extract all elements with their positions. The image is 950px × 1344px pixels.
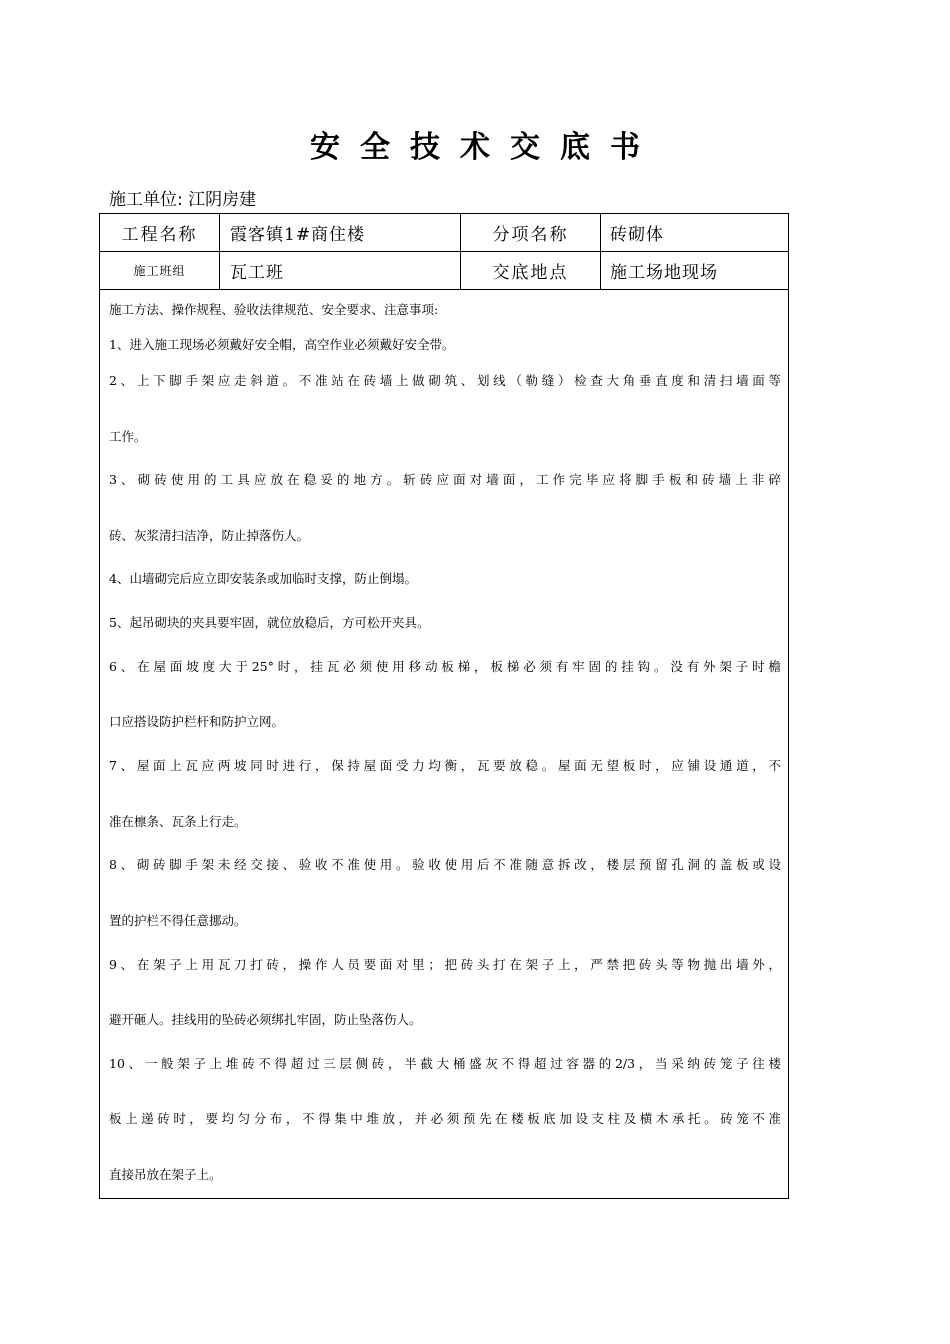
content-line: 工作。 xyxy=(109,429,147,444)
sub-item-value: 砖砌体 xyxy=(610,225,664,245)
disclosure-table xyxy=(99,213,789,1199)
project-name-value: 霞客镇1#商住楼 xyxy=(220,214,461,251)
disclosure-location-label: 交底地点 xyxy=(461,252,601,289)
content-line: 1、进入施工现场必须戴好安全帽，高空作业必须戴好安全带。 xyxy=(109,337,455,352)
table-row xyxy=(100,214,788,252)
content-line: 10、一般架子上堆砖不得超过三层侧砖，半截大桶盛灰不得超过容器的2/3，当采纳砖笼子往楼 xyxy=(109,1056,781,1071)
document-title: 安全技术交底书 xyxy=(310,130,660,165)
content-heading: 施工方法、操作规程、验收法律规范、安全要求、注意事项: xyxy=(109,302,439,317)
sub-item-label: 分项名称 xyxy=(461,214,601,251)
content-line: 直接吊放在架子上。 xyxy=(109,1167,222,1182)
work-team-value: 瓦工班 xyxy=(220,252,461,289)
project-name-label: 工程名称 xyxy=(100,214,220,251)
content-line: 6、在屋面坡度大于25°时，挂瓦必须使用移动板梯，板梯必须有牢固的挂钩。没有外架子时檐 xyxy=(109,659,781,674)
content-area xyxy=(100,290,788,1198)
construction-unit: 施工单位: 江阴房建 xyxy=(109,190,257,210)
content-line: 5、起吊砌块的夹具要牢固，就位放稳后，方可松开夹具。 xyxy=(109,615,430,630)
content-line: 9、在架子上用瓦刀打砖，操作人员要面对里；把砖头打在架子上，严禁把砖头等物抛出墙外， xyxy=(109,957,781,972)
content-line: 2、上下脚手架应走斜道。不准站在砖墙上做砌筑、划线（勒缝）检查大角垂直度和清扫墙面等 xyxy=(109,373,781,388)
work-team-label: 施工班组 xyxy=(100,252,220,289)
disclosure-location-value: 施工场地现场 xyxy=(610,263,718,283)
content-line: 4、山墙砌完后应立即安装条或加临时支撑，防止倒塌。 xyxy=(109,571,417,586)
content-line: 口应搭设防护栏杆和防护立网。 xyxy=(109,714,285,729)
content-line: 7、屋面上瓦应两坡同时进行，保持屋面受力均衡，瓦要放稳。屋面无望板时，应铺设通道，不 xyxy=(109,758,781,773)
content-line: 置的护栏不得任意挪动。 xyxy=(109,913,247,928)
content-line: 避开砸人。挂线用的坠砖必须绑扎牢固，防止坠落伤人。 xyxy=(109,1012,422,1027)
content-line: 砖、灰浆清扫洁净，防止掉落伤人。 xyxy=(109,528,310,543)
table-row xyxy=(100,252,788,290)
content-line: 3、砌砖使用的工具应放在稳妥的地方。斩砖应面对墙面，工作完毕应将脚手板和砖墙上非碎 xyxy=(109,472,781,487)
content-line: 板上递砖时，要均匀分布，不得集中堆放，并必须预先在楼板底加设支柱及横木承托。砖笼不准 xyxy=(109,1111,781,1126)
content-line: 准在檩条、瓦条上行走。 xyxy=(109,814,247,829)
content-line: 8、砌砖脚手架未经交接、验收不准使用。验收使用后不准随意拆改，楼层预留孔洞的盖板或设 xyxy=(109,857,781,872)
